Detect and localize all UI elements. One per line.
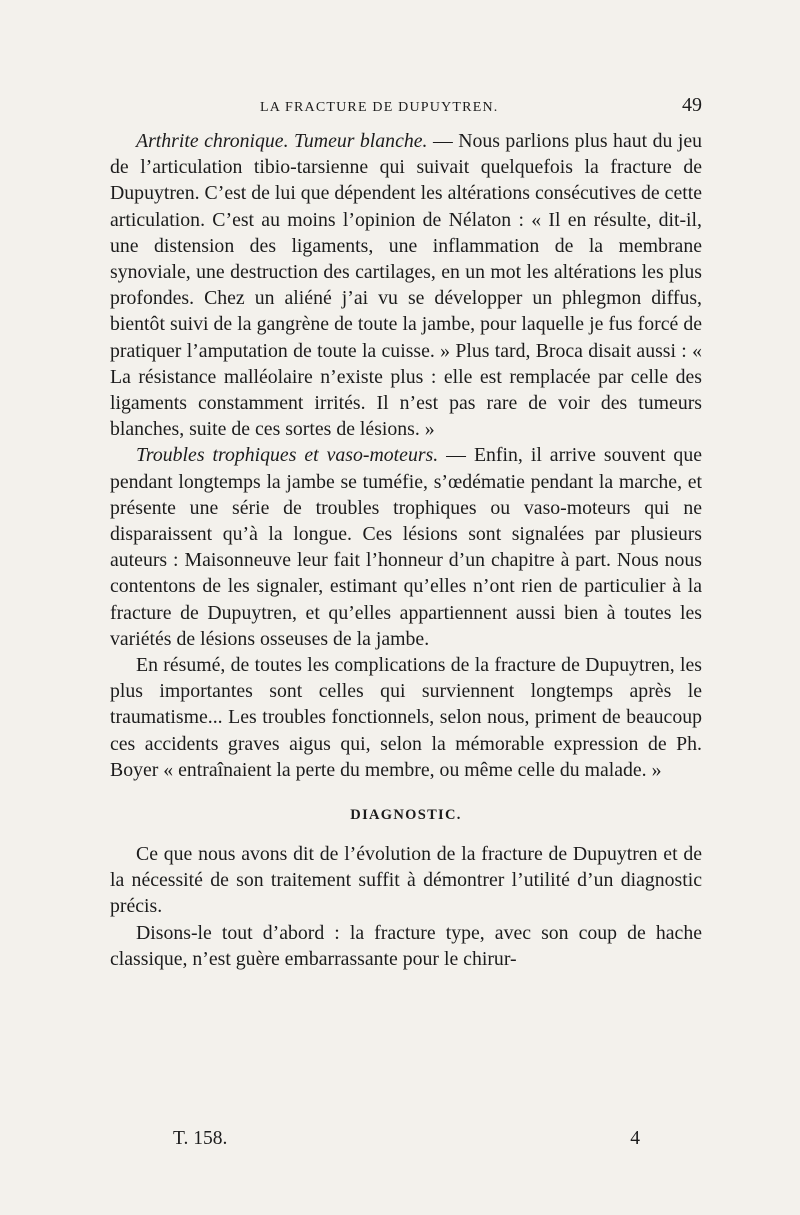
- paragraph-text: Disons-le tout d’abord : la fracture type, avec son coup de hache classique, n’est guère embarrassante pour le chirur-: [110, 921, 702, 970]
- running-head: [110, 94, 702, 120]
- paragraph-text: — Nous parlions plus haut du jeu de l’articulation tibio-tarsienne qui suivait quelquefois la fracture de Dupuytren. C’est de lui que dépendent les altérations consécutives de cette articulation. C’est au moins l’opinion de Nélaton : « Il en résulte, dit-il, une distension des ligaments, une inflammation de la membrane synoviale, une destruction des cartilages, en un mot les altérations les plus profondes. Chez un aliéné j’ai vu se développer un phlegmon diffus, bientôt suivi de la gangrène de toute la jambe, pour laquelle je fus forcé de pratiquer l’amputation de toute la cuisse. » Plus tard, Broca disait aussi : « La résistance malléolaire n’existe plus : elle est remplacée par celle des ligaments constamment irrités. Il n’est pas rare de voir des tumeurs blanches, suite de ces sortes de lésions. »: [110, 130, 702, 441]
- signature-number: 4: [630, 1128, 640, 1149]
- section-heading-diagnostic: DIAGNOSTIC.: [350, 807, 462, 824]
- page-body: [110, 128, 702, 972]
- paragraph-resume: [110, 652, 702, 783]
- paragraph-lead: Troubles trophiques et vaso-moteurs.: [136, 444, 439, 467]
- paragraph-diagnostic-2: [110, 920, 702, 972]
- paragraph-lead: Arthrite chronique. Tumeur blanche.: [136, 130, 428, 152]
- signature-mark: T. 158.: [173, 1128, 228, 1149]
- signature-line: [173, 1128, 640, 1154]
- page-number: 49: [682, 94, 702, 116]
- paragraph-text: En résumé, de toutes les complications de la fracture de Dupuytren, les plus importantes sont celles qui surviennent longtemps après le traumatisme... Les troubles fonctionnels, selon nous, priment de beaucoup ces accidents graves aigus qui, selon la mémorable expression de Ph. Boyer « entraînaient la perte du membre, ou même celle du malade. »: [110, 654, 702, 781]
- paragraph-text: — Enfin, il arrive souvent que pendant longtemps la jambe se tuméfie, s’œdématie pendant la marche, et présente une série de troubles trophiques ou vaso-moteurs qui ne disparaissent qu’à la longue. Ces lésions sont signalées par plusieurs auteurs : Maisonneuve leur fait l’honneur d’un chapitre à part. Nous nous contentons de les signaler, estimant qu’elles n’ont rien de particulier à la fracture de Dupuytren, et qu’elles appartiennent aussi bien à toutes les variétés de lésions osseuses de la jambe.: [110, 444, 702, 650]
- running-title: LA FRACTURE DE DUPUYTREN.: [260, 100, 499, 115]
- paragraph-troubles: [110, 442, 702, 652]
- paragraph-text: Ce que nous avons dit de l’évolution de la fracture de Dupuytren et de la nécessité de son traitement suffit à démontrer l’utilité d’un diagnostic précis.: [110, 843, 702, 918]
- paragraph-arthrite: [110, 128, 702, 442]
- paragraph-diagnostic-1: [110, 841, 702, 920]
